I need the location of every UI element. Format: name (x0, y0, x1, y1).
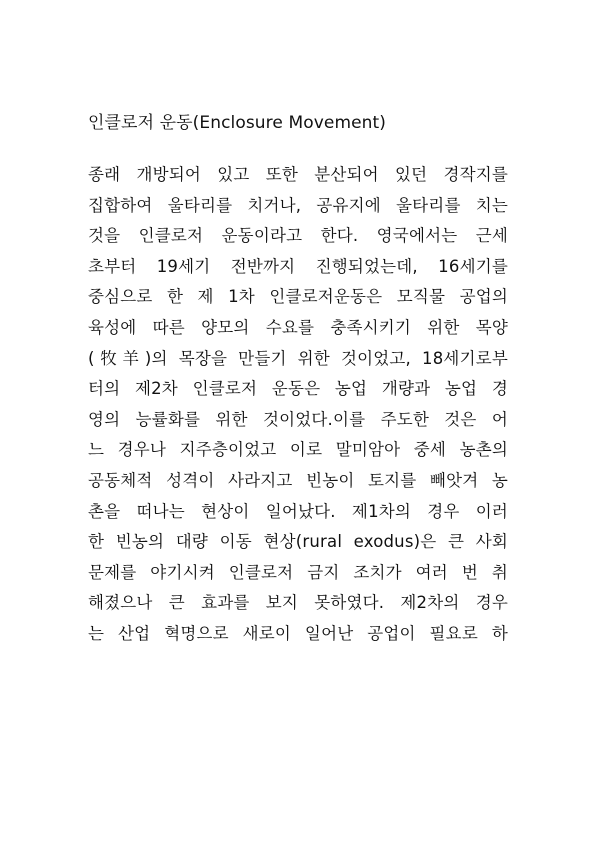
body-line-10: 느 경우나 지주층이었고 이로 말미암아 중세 농촌의 (88, 440, 508, 460)
body-line-5: 중심으로 한 제 1차 인클로저운동은 모직물 공업의 (88, 287, 508, 307)
body-line-2: 집합하여 울타리를 치거나, 공유지에 울타리를 치는 (88, 195, 508, 215)
body-line-3: 것을 인클로저 운동이라고 한다. 영국에서는 근세 (88, 226, 508, 246)
body-line-1: 종래 개방되어 있고 또한 분산되어 있던 경작지를 (88, 165, 508, 184)
body-line-6: 육성에 따른 양모의 수요를 충족시키기 위한 목양 (88, 317, 508, 337)
body-line-4: 초부터 19세기 전반까지 진행되었는데, 16세기를 (88, 256, 508, 276)
body-line-16: 는 산업 혁명으로 새로이 일어난 공업이 필요로 하 (88, 623, 508, 643)
body-line-13: 한 빈농의 대량 이동 현상(rural exodus)은 큰 사회 (88, 532, 508, 552)
body-line-15: 해졌으나 큰 효과를 보지 못하였다. 제2차의 경우 (88, 593, 508, 613)
document-body (88, 160, 508, 650)
body-line-7: (牧羊)의 목장을 만들기 위한 것이었고, 18세기로부 (88, 348, 508, 368)
body-line-9: 영의 능률화를 위한 것이었다.이를 주도한 것은 어 (88, 409, 508, 429)
document-title: 인클로저 운동(Enclosure Movement) (88, 113, 387, 133)
body-line-14: 문제를 야기시켜 인클로저 금지 조치가 여러 번 취 (88, 562, 508, 582)
body-line-11: 공동체적 성격이 사라지고 빈농이 토지를 빼앗겨 농 (88, 470, 508, 490)
body-line-12: 촌을 떠나는 현상이 일어났다. 제1차의 경우 이러 (88, 501, 508, 521)
body-line-8: 터의 제2차 인클로저 운동은 농업 개량과 농업 경 (88, 379, 508, 399)
